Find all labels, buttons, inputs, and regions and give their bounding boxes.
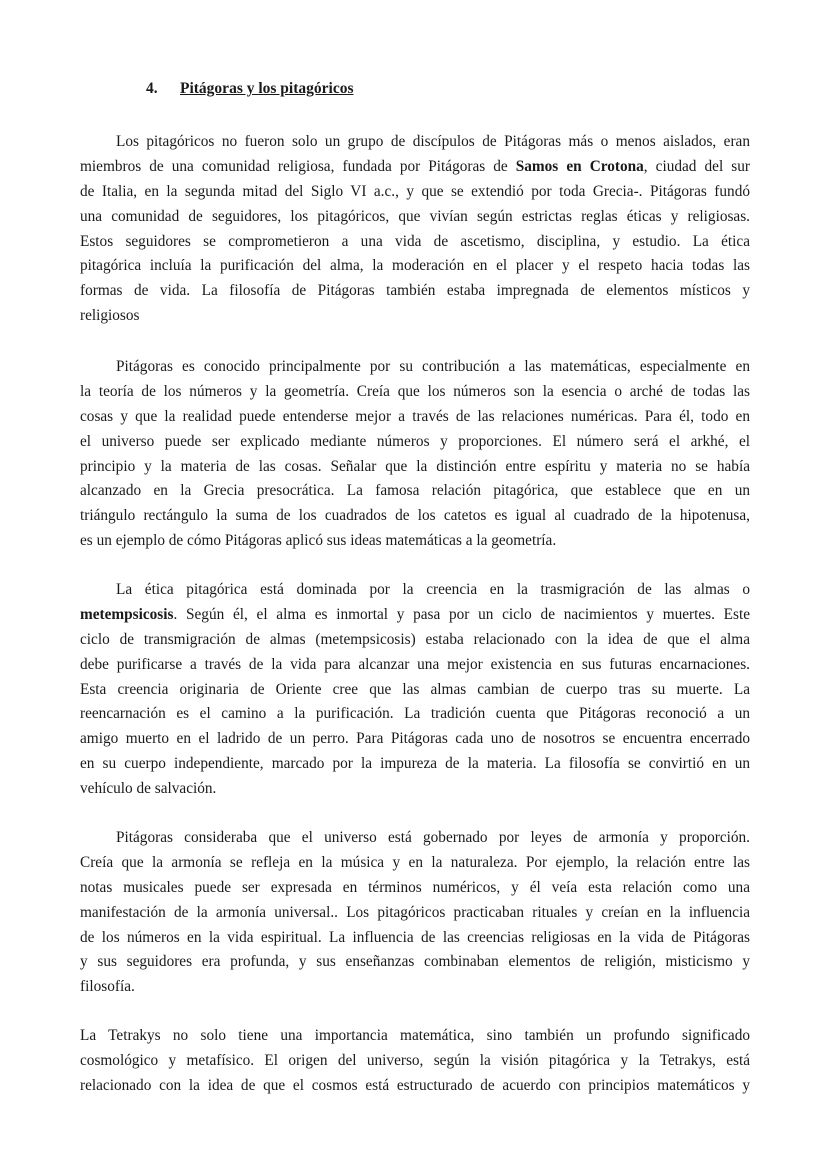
text-segment: Pitágoras es conocido principalmente por su contribución a las matemáticas, especialmente en xyxy=(116,358,750,375)
paragraph xyxy=(80,578,750,802)
text-line xyxy=(80,653,750,678)
text-segment: ciclo de transmigración de almas (metempsicosis) estaba relacionado con la idea de que el alma xyxy=(80,630,750,648)
section-heading xyxy=(146,80,354,98)
text-line xyxy=(80,727,750,752)
text-segment: La Tetrakys no solo tiene una importancia matemática, sino también un profundo significado xyxy=(80,1027,750,1044)
text-segment: Estos seguidores se comprometieron a una vida de ascetismo, disciplina, y estudio. La ética xyxy=(80,232,750,250)
text-segment: , ciudad del sur xyxy=(643,157,750,175)
text-segment: Pitágoras consideraba que el universo está gobernado por leyes de armonía y proporción. xyxy=(116,829,750,846)
text-line xyxy=(80,702,750,727)
text-segment: cosas y que la realidad puede entenderse mejor a través de las relaciones numéricas. Para él, todo en xyxy=(80,407,750,425)
text-line xyxy=(80,1074,750,1099)
text-segment: Esta creencia originaria de Oriente cree que las almas cambian de cuerpo tras su muerte. La xyxy=(80,680,750,698)
text-line xyxy=(80,380,750,405)
bold-term: Samos en Crotona xyxy=(515,157,644,175)
text-segment: Los pitagóricos no fueron solo un grupo de discípulos de Pitágoras más o menos aislados, eran xyxy=(116,133,750,150)
text-segment: vehículo de salvación. xyxy=(80,780,217,798)
text-segment: La ética pitagórica está dominada por la creencia en la trasmigración de las almas o xyxy=(116,581,750,598)
text-segment: cosmológico y metafísico. El origen del universo, según la visión pitagórica y la Tetrakys, está xyxy=(80,1051,750,1069)
text-line xyxy=(80,155,750,180)
text-line xyxy=(80,826,750,851)
text-line xyxy=(80,230,750,255)
text-line xyxy=(80,479,750,504)
text-line xyxy=(80,180,750,205)
text-segment: religiosos xyxy=(80,307,140,325)
text-line xyxy=(80,926,750,951)
text-segment: pitagórica incluía la purificación del alma, la moderación en el placer y el respeto hacia todas las xyxy=(80,257,750,275)
text-segment: reencarnación es el camino a la purificación. La tradición cuenta que Pitágoras reconoció a un xyxy=(80,705,750,723)
text-segment: alcanzado en la Grecia presocrática. La famosa relación pitagórica, que establece que en un xyxy=(80,482,750,500)
text-line xyxy=(80,777,750,802)
text-segment: notas musicales puede ser expresada en términos numéricos, y él veía esta relación como una xyxy=(80,878,750,896)
text-segment: el universo puede ser explicado mediante números y proporciones. El número será el arkhé, el xyxy=(80,432,750,450)
text-line xyxy=(80,950,750,975)
text-line xyxy=(80,455,750,480)
text-segment: de Italia, en la segunda mitad del Siglo VI a.c., y que se extendió por toda Grecia-. Pitágoras fundó xyxy=(80,182,750,200)
text-segment: formas de vida. La filosofía de Pitágoras también estaba impregnada de elementos místicos y xyxy=(80,282,750,300)
paragraph xyxy=(80,1024,750,1099)
text-line xyxy=(80,430,750,455)
text-line xyxy=(80,578,750,603)
text-line xyxy=(80,254,750,279)
text-line xyxy=(80,603,750,628)
text-line xyxy=(80,1024,750,1049)
text-line xyxy=(80,678,750,703)
bold-term: metempsicosis xyxy=(80,605,174,623)
text-line xyxy=(80,529,750,554)
text-line xyxy=(80,901,750,926)
text-line xyxy=(80,1049,750,1074)
text-line xyxy=(80,355,750,380)
text-line xyxy=(80,975,750,1000)
text-segment: y sus seguidores era profunda, y sus enseñanzas combinaban elementos de religión, misticismo y xyxy=(80,953,750,971)
text-line xyxy=(80,279,750,304)
text-segment: de los números en la vida espiritual. La influencia de las creencias religiosas en la vida de Pitágoras xyxy=(80,928,750,946)
text-segment: . Según él, el alma es inmortal y pasa por un ciclo de nacimientos y muertes. Este xyxy=(173,605,750,623)
paragraph xyxy=(80,826,750,1000)
text-segment: principio y la materia de las cosas. Señalar que la distinción entre espíritu y materia no se había xyxy=(80,457,750,475)
section-title: Pitágoras y los pitagóricos xyxy=(180,80,354,97)
text-line xyxy=(80,504,750,529)
text-segment: manifestación de la armonía universal.. Los pitagóricos practicaban rituales y creían en la influencia xyxy=(80,903,750,921)
text-line xyxy=(80,130,750,155)
text-line xyxy=(80,405,750,430)
text-line xyxy=(80,628,750,653)
text-segment: es un ejemplo de cómo Pitágoras aplicó sus ideas matemáticas a la geometría. xyxy=(80,532,557,550)
text-segment: miembros de una comunidad religiosa, fundada por Pitágoras de xyxy=(80,157,516,175)
text-line xyxy=(80,876,750,901)
text-line xyxy=(80,205,750,230)
text-segment: triángulo rectángulo la suma de los cuadrados de los catetos es igual al cuadrado de la hipotenusa, xyxy=(80,507,750,525)
text-segment: amigo muerto en el ladrido de un perro. Para Pitágoras cada uno de nosotros se encuentra encerrado xyxy=(80,730,750,748)
paragraph xyxy=(80,355,750,554)
text-line xyxy=(80,851,750,876)
text-segment: debe purificarse a través de la vida para alcanzar una mejor existencia en sus futuras encarnaciones. xyxy=(80,655,750,673)
text-line xyxy=(80,304,750,329)
text-segment: relacionado con la idea de que el cosmos está estructurado de acuerdo con principios matemáticos y xyxy=(80,1076,750,1094)
section-number: 4. xyxy=(146,80,158,97)
text-segment: en su cuerpo independiente, marcado por la impureza de la materia. La filosofía se convirtió en un xyxy=(80,755,750,773)
text-segment: Creía que la armonía se refleja en la música y en la naturaleza. Por ejemplo, la relación entre las xyxy=(80,853,750,871)
paragraph xyxy=(80,130,750,329)
text-segment: una comunidad de seguidores, los pitagóricos, que vivían según estrictas reglas éticas y religiosas. xyxy=(80,207,750,225)
text-segment: filosofía. xyxy=(80,978,135,996)
text-segment: la teoría de los números y la geometría. Creía que los números son la esencia o arché de todas las xyxy=(80,382,750,400)
text-line xyxy=(80,752,750,777)
